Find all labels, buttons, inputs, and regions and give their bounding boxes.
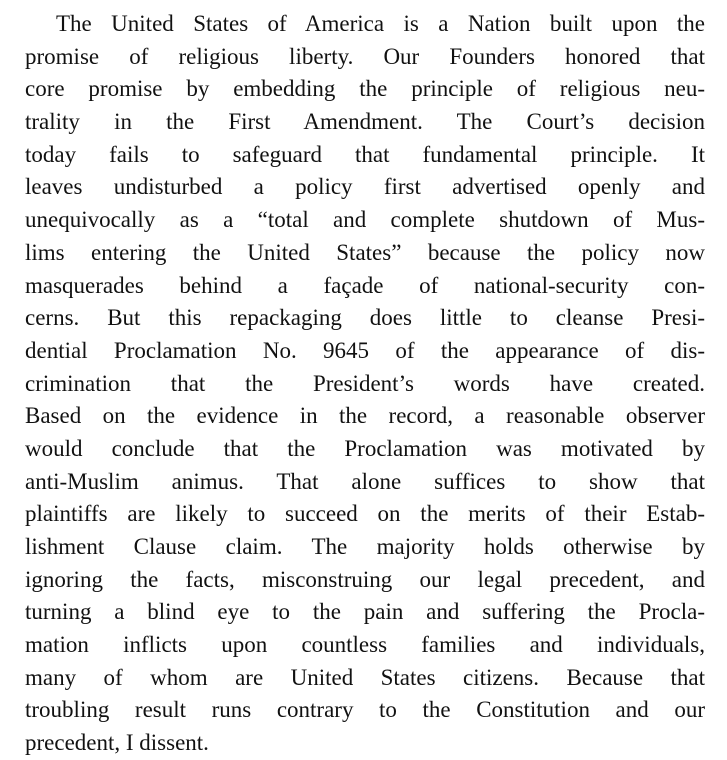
paragraph-line: today fails to safeguard that fundamental principle. It (25, 141, 705, 167)
paragraph-line: promise of religious liberty. Our Founders honored that (25, 43, 705, 69)
paragraph-line: plaintiffs are likely to succeed on the merits of their Estab- (25, 501, 705, 527)
paragraph-line: leaves undisturbed a policy first advertised openly and (25, 174, 705, 200)
paragraph-line: lishment Clause claim. The majority holds otherwise by (25, 534, 705, 559)
paragraph-line: precedent, I dissent. (25, 730, 209, 756)
paragraph-line: many of whom are United States citizens. Because that (25, 664, 705, 690)
paragraph-line: unequivocally as a “total and complete shutdown of Mus- (25, 207, 705, 233)
paragraph-line: The United States of America is a Nation built upon the (56, 11, 705, 36)
paragraph-line: ignoring the facts, misconstruing our legal precedent, and (25, 566, 705, 592)
paragraph-line: mation inflicts upon countless families and individuals, (25, 632, 705, 658)
paragraph-line: would conclude that the Proclamation was motivated by (25, 435, 705, 461)
paragraph-line: cerns. But this repackaging does little to cleanse Presi- (25, 305, 705, 331)
paragraph-line: masquerades behind a façade of national-security con- (25, 272, 705, 298)
paragraph-line: trality in the First Amendment. The Court’s decision (25, 109, 705, 135)
paragraph-line: core promise by embedding the principle of religious neu- (25, 76, 705, 102)
dissent-paragraph (25, 8, 705, 760)
paragraph-line: turning a blind eye to the pain and suffering the Procla- (25, 599, 705, 625)
paragraph-line: Based on the evidence in the record, a reasonable observer (25, 403, 705, 429)
paragraph-line: anti-Muslim animus. That alone suffices to show that (25, 468, 705, 494)
paragraph-line: lims entering the United States” because the policy now (25, 239, 705, 265)
paragraph-line: crimination that the President’s words have created. (25, 370, 705, 396)
paragraph-line: dential Proclamation No. 9645 of the appearance of dis- (25, 337, 705, 363)
paragraph-line: troubling result runs contrary to the Constitution and our (25, 697, 705, 723)
